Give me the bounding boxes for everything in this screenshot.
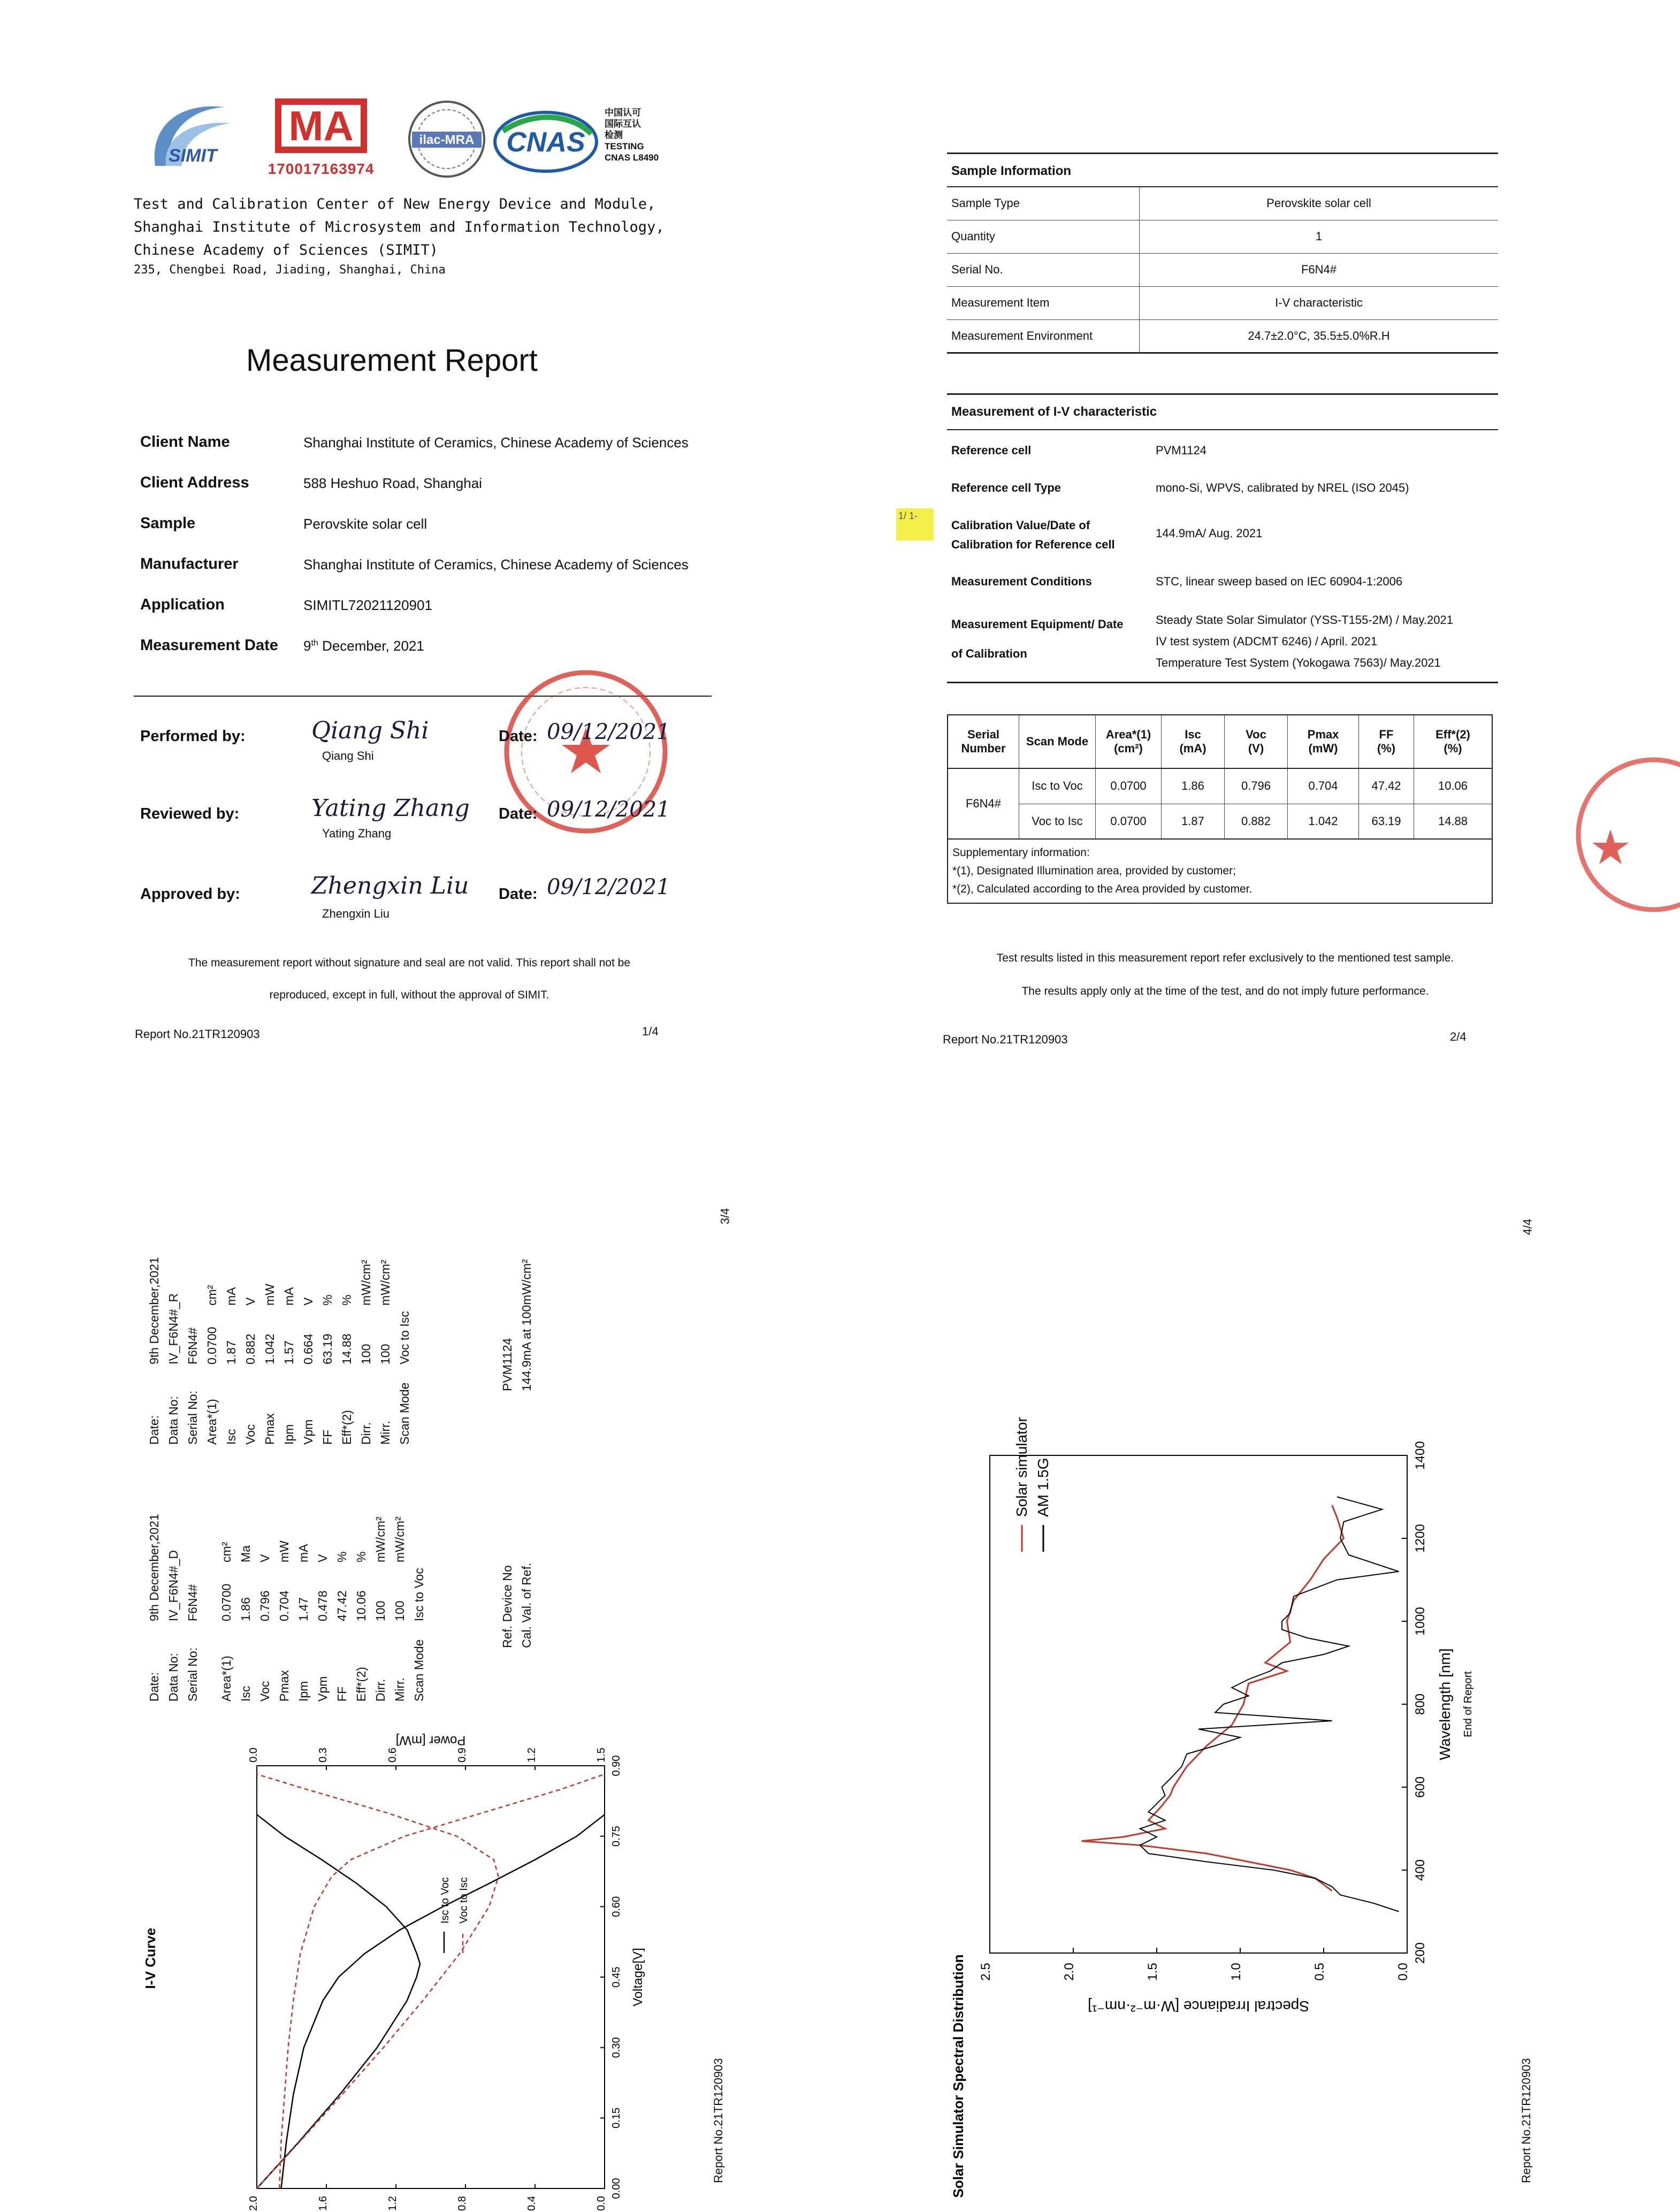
series-line-current [281,1814,605,2188]
field-value: 588 Heshuo Road, Shanghai [303,475,482,491]
param-header-row: Date:9th December,2021 [147,1257,161,1445]
page-4 [931,1166,1616,2205]
report-number-vertical: Report No.21TR120903 [712,2058,725,2183]
param-row: Isc1.87mA [224,1287,238,1445]
param-row: Eff*(2)14.88% [340,1294,354,1445]
field-label: Application [140,596,225,613]
org-block [134,193,712,279]
param-row: Pmax0.704mW [277,1540,291,1702]
power-tick-label: 0.6 [387,1748,399,1763]
param-row: Pmax1.042mW [263,1284,277,1445]
simit-logo-text: SIMIT [169,146,217,166]
power-tick-label: 0.3 [317,1748,329,1763]
voltage-tick-label: 0.15 [610,2107,622,2129]
param-row: Eff*(2)10.06% [354,1551,368,1702]
equipment-list: Steady State Solar Simulator (YSS-T155-2M) / May.2021 IV test system (ADCMT 6246) / April. 2021 Temperature Test System (Yokogawa 7563)/ May.2021 [1156,613,1453,669]
param-block-2 [144,1257,414,1445]
field-label: Client Address [140,474,249,491]
irradiance-tick-label: 2.0 [1062,1963,1076,1981]
table-row: Voc to Isc 0.0700 1.87 0.882 1.042 63.19 14.88 [948,804,1492,839]
wavelength-tick-label: 400 [1413,1859,1427,1881]
param-row: Dirr.100mW/cm² [359,1260,373,1445]
legend-label: Solar simulator [1013,1417,1030,1517]
end-of-report: End of Report [1462,1671,1474,1737]
param-row: Scan ModeVoc to Isc [398,1311,411,1445]
sig-date-label: Date: [499,886,538,903]
sig-label: Reviewed by: [140,805,240,822]
plot-frame [990,1455,1407,1953]
results-table: Serial Number Scan Mode Area*(1) (cm²) Isc (mA) Voc (V) Pmax (mW) FF (%) Eff*(2) (%) F6N4# Isc to Voc 0.0700 1.86 0.796 0.704 47.42 10.06 Voc to Isc 0.0700 1.87 0.882 1.042 63.19 14.88 Supplementary information: *(1), Designated Illumination area, provided by customer; *(2), Calculated according to the Area provided by customer. [947,714,1493,904]
param-header-row: Serial No:F6N4# [186,1327,200,1445]
wavelength-axis-label: Wavelength [nm] [1437,1648,1453,1760]
ma-logo [268,96,375,179]
legend-label: Voc to Isc [458,1877,470,1924]
param-row: Mirr.100mW/cm² [378,1260,392,1445]
page-2 [898,139,1616,1081]
supplementary-info: Supplementary information: *(1), Designated Illumination area, provided by customer; *(2), Calculated according to the Area provided by customer. [952,846,1253,895]
page-number: 4/4 [1521,1218,1534,1235]
iv-section: Measurement of I-V characteristic Reference cell PVM1124 Reference cell Type mono-Si, WPVS, calibrated by NREL (ISO 2045) Calibration Value/Date of Calibration for Reference cell 144.9mA/ Aug. 2021 Measurement Conditions STC, linear sweep based on IEC 60904-1:2006 Measurement Equipment/ Date of Calibration Steady State Solar Simulator (YSS-T155-2M) / May.2021 IV test system (ADCMT 6246) / April. 2021 Temperature Test System (Yokogawa 7563)/ May.2021 [947,393,1498,683]
spectral-distribution-chart [947,1354,1546,2198]
seal-partial [1573,754,1680,915]
voltage-tick-label: 0.90 [610,1755,622,1776]
signer-name: Yating Zhang [322,827,392,840]
series-line-current [279,1774,605,2188]
client-fields [140,433,707,677]
report-number-vertical: Report No.21TR120903 [1519,2058,1533,2183]
legend-label: Isc to Voc [439,1877,451,1924]
field-value: Shanghai Institute of Ceramics, Chinese Academy of Sciences [303,556,689,573]
param-row: Mirr.100mW/cm² [393,1516,407,1702]
svg-text:ilac-MRA: ilac-MRA [419,133,475,147]
wavelength-tick-label: 1000 [1413,1607,1427,1636]
param-row: FF63.19% [320,1294,334,1445]
current-tick-label: 1.6 [317,2196,329,2211]
param-row: Area*(1)0.0700cm² [219,1542,233,1702]
power-tick-label: 0.0 [248,1748,259,1763]
page-number: 2/4 [1450,1030,1467,1043]
section-title: Measurement of I-V characteristic [947,395,1498,430]
field-value: Shanghai Institute of Ceramics, Chinese Academy of Sciences [303,434,689,451]
wavelength-tick-label: 200 [1413,1942,1427,1964]
sample-info-section [947,152,1498,354]
ilac-logo [407,96,487,182]
param-header-row: Serial No:F6N4# [186,1584,200,1702]
irradiance-tick-label: 0.5 [1312,1963,1327,1981]
page-3 [118,1166,765,2211]
chart-title: I-V Curve [142,1927,158,1989]
svg-text:MA: MA [288,102,354,149]
signature-block [140,717,707,942]
series-line-power [257,1774,499,2188]
sig-label: Approved by: [140,886,240,903]
measurement-date: 9th December, 2021 [303,638,424,654]
current-tick-label: 1.2 [387,2196,399,2211]
voltage-tick-label: 0.30 [610,2037,622,2058]
param-row: Voc0.796V [258,1554,272,1702]
series-line [1082,1505,1344,1891]
current-tick-label: 0.8 [456,2196,468,2211]
table-row: F6N4# Isc to Voc 0.0700 1.86 0.796 0.704 47.42 10.06 [948,768,1492,804]
irradiance-tick-label: 1.0 [1229,1963,1243,1981]
page-1 [118,80,712,1081]
sig-date: 09/12/2021 [547,720,670,744]
reference-row: Cal. Val. of Ref.144.9mA at 100mW/cm² [520,1259,533,1648]
page-number: 3/4 [718,1208,732,1225]
plot-frame [257,1766,605,2188]
cnas-logo [492,110,599,174]
reference-info [498,1259,536,1648]
sig-label: Performed by: [140,728,246,745]
page-title: Measurement Report [246,343,538,378]
wavelength-tick-label: 600 [1413,1776,1427,1798]
irradiance-axis-label: Spectral Irradiance [W·m⁻²·nm⁻¹] [1088,1998,1309,2015]
param-row: FF47.42% [335,1551,349,1702]
param-row: Ipm1.57mA [282,1287,296,1445]
org-line: Test and Calibration Center of New Energy Device and Module, [134,196,656,212]
chart-title: Solar Simulator Spectral Distribution [950,1954,966,2198]
voltage-tick-label: 0.00 [610,2178,622,2199]
power-tick-label: 1.5 [595,1748,607,1763]
field-value: SIMITL72021120901 [303,597,432,613]
irradiance-tick-label: 1.5 [1146,1963,1160,1981]
signature-script: Qiang Shi [311,717,429,744]
power-tick-label: 0.9 [456,1748,468,1763]
report-number: Report No.21TR120903 [135,1027,260,1041]
wavelength-tick-label: 800 [1413,1693,1427,1715]
sticky-note: 1/ 1- [896,508,934,540]
simit-logo [144,91,235,177]
cnas-caption: 中国认可 国际互认 检测 TESTING CNAS L8490 [605,108,659,163]
field-label: Measurement Date [140,637,278,654]
svg-text:CNAS: CNAS [506,127,585,158]
param-row: Vpm0.664V [301,1297,315,1445]
org-line: Shanghai Institute of Microsystem and Information Technology, [134,219,665,235]
field-value: Perovskite solar cell [303,516,427,532]
wavelength-tick-label: 1200 [1413,1524,1427,1553]
param-row: Vpm0.478V [316,1554,330,1702]
validity-notice: The measurement report without signature and seal are not valid. This report shall not be reproduced, except in full, without the approval of SIMIT. [188,957,631,1001]
signature-script: Zhengxin Liu [311,872,469,899]
param-row: Dirr.100mW/cm² [373,1516,387,1702]
sig-date: 09/12/2021 [547,875,670,899]
current-tick-label: 0.0 [595,2196,607,2211]
wavelength-tick-label: 1400 [1413,1441,1427,1470]
reference-row: Ref. Device NoPVM1124 [500,1338,514,1648]
param-row: Area*(1)0.0700cm² [205,1285,219,1445]
voltage-tick-label: 0.60 [610,1896,622,1917]
results-note: Test results listed in this measurement report refer exclusively to the mentioned test sample. The results apply only at the time of the test, and do not imply future performance. [996,952,1454,997]
legend-label: AM 1.5G [1035,1458,1051,1517]
sig-date: 09/12/2021 [547,797,670,822]
voltage-tick-label: 0.75 [610,1826,622,1847]
current-tick-label: 0.4 [526,2196,538,2211]
param-row: Ipm1.47mA [296,1544,310,1702]
signature-script: Yating Zhang [311,795,470,822]
power-tick-label: 1.2 [526,1748,538,1763]
power-axis-label: Power [mW] [395,1733,466,1748]
org-line: Chinese Academy of Sciences (SIMIT) [134,242,438,258]
page-number: 1/4 [642,1025,659,1038]
param-header-row: Data No:IV_F6N4#_R [166,1293,180,1445]
voltage-axis-label: Voltage[V] [631,1948,645,2007]
param-header-row: Date:9th December,2021 [147,1514,161,1702]
param-row: Scan ModeIsc to Voc [412,1568,426,1702]
param-row: Voc0.882V [243,1297,257,1445]
signer-name: Qiang Shi [322,749,374,762]
voltage-tick-label: 0.45 [610,1966,622,1988]
param-header-row: Data No:IV_F6N4#_D [166,1550,180,1702]
signer-name: Zhengxin Liu [322,907,390,920]
sample-info-table: Sample Type Perovskite solar cell Quantity 1 Serial No. F6N4# Measurement Item I-V characteristic Measurement Environment 24.7±2.0°C, 35.5±5.0%R.H [947,186,1498,354]
irradiance-tick-label: 0.0 [1396,1963,1410,1981]
param-row: Isc1.86Ma [239,1545,253,1702]
irradiance-tick-label: 2.5 [979,1963,993,1981]
field-label: Client Name [140,433,230,451]
field-label: Sample [140,515,196,532]
report-number: Report No.21TR120903 [943,1033,1068,1046]
field-label: Manufacturer [140,555,239,573]
sig-date-label: Date: [499,805,538,822]
current-tick-label: 2.0 [248,2196,259,2211]
section-title: Sample Information [951,164,1072,178]
sig-date-label: Date: [499,728,538,745]
org-address: 235, Chengbei Road, Jiading, Shanghai, China [134,263,446,277]
ma-number: 170017163974 [268,161,375,177]
iv-curve-chart [134,1718,669,2211]
